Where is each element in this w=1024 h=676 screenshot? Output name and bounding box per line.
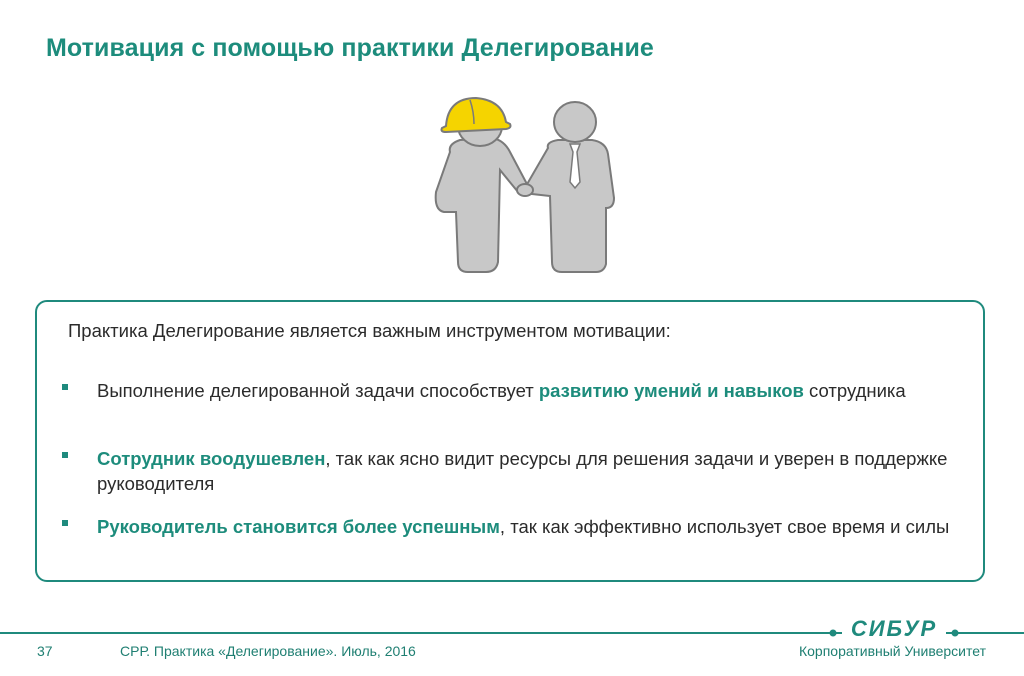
slide-title: Мотивация с помощью практики Делегирование	[46, 34, 654, 62]
page-number: 37	[37, 643, 53, 659]
intro-text: Практика Делегирование является важным инструментом мотивации:	[68, 320, 671, 341]
bullet-marker	[62, 384, 68, 390]
sibur-logo	[842, 618, 946, 640]
manager-figure	[526, 102, 614, 272]
logo-text: СИБУР	[850, 616, 938, 641]
bullet-marker	[62, 452, 68, 458]
bullet-marker	[62, 520, 68, 526]
bullet-text	[97, 378, 977, 403]
handshake-hands	[517, 184, 533, 196]
bullet-text	[97, 446, 977, 496]
bullet-text-after: , так как ясно видит ресурсы для решения задачи и уверен в поддержке руководителя	[97, 448, 948, 494]
bullet-text-after: , так как эффективно использует свое время и силы	[499, 516, 950, 537]
hard-hat-icon	[442, 98, 511, 132]
content-box	[35, 300, 985, 582]
bullet-highlight: Сотрудник воодушевлен	[97, 448, 326, 469]
bullet-text-before: Выполнение делегированной задачи способствует	[97, 380, 539, 401]
bullet-text-after: сотрудника	[803, 380, 906, 401]
footer-caption: СРР. Практика «Делегирование». Июль, 2016	[120, 643, 416, 659]
university-name: Корпоративный Университет	[798, 643, 986, 659]
bullet-text	[97, 514, 977, 539]
bullet-highlight: развитию умений и навыков	[538, 380, 804, 401]
bullet-highlight: Руководитель становится более успешным	[97, 516, 500, 537]
handshake-illustration	[420, 92, 630, 282]
